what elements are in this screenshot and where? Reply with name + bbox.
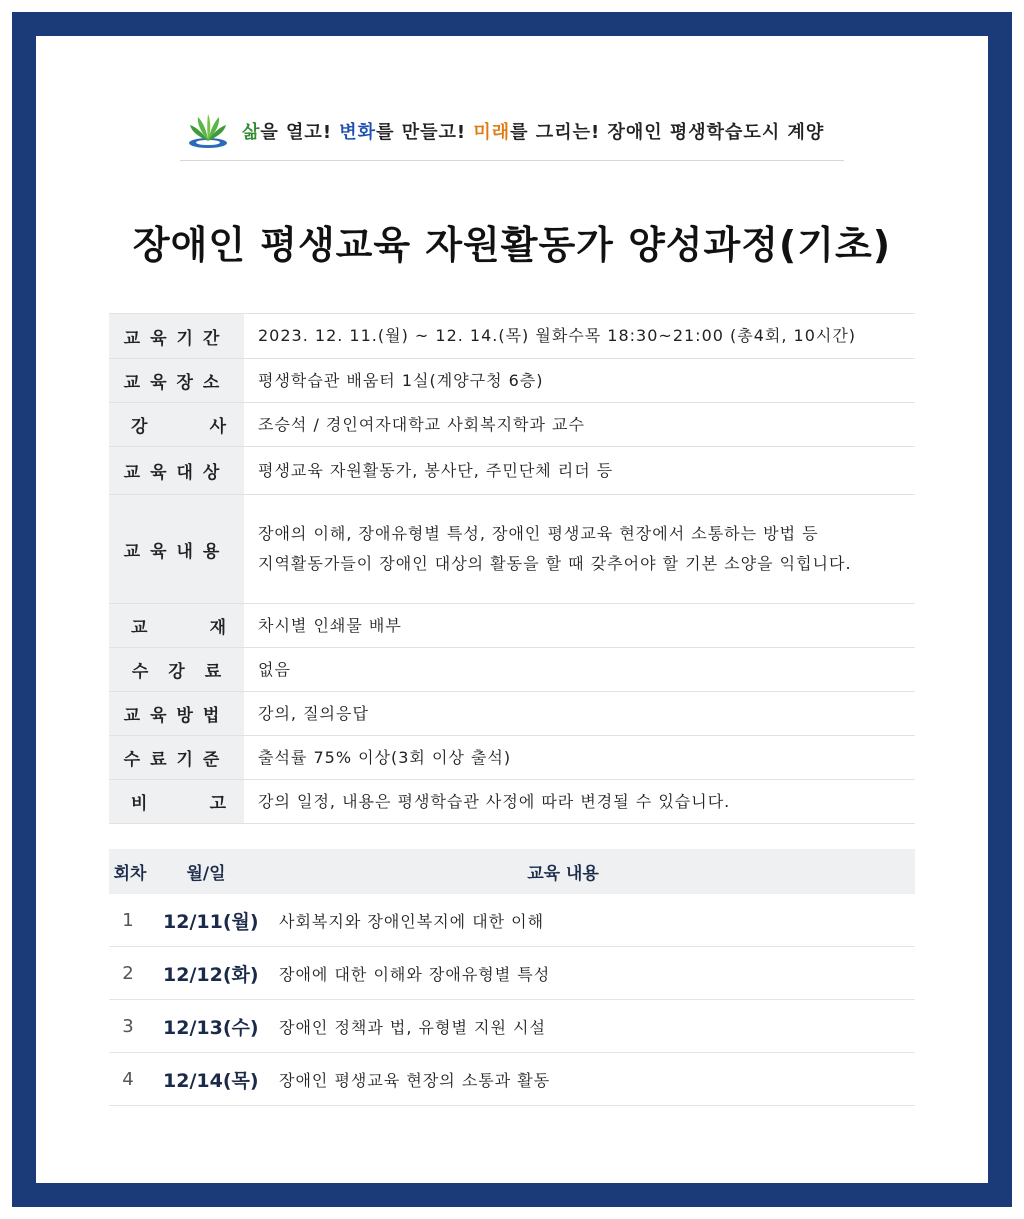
info-value: 2023. 12. 11.(월) ~ 12. 14.(목) 월화수목 18:30~21:00 (총4회, 10시간)	[258, 326, 857, 345]
info-value: 차시별 인쇄물 배부	[258, 615, 402, 635]
session-number: 4	[122, 1068, 134, 1090]
info-value: 장애의 이해, 장애유형별 특성, 장애인 평생교육 현장에서 소통하는 방법 등 지역활동가들이 장애인 대상의 활동을 할 때 갖추어야 할 기본 소양을 익힙니다.	[258, 524, 852, 573]
info-value: 평생교육 자원활동가, 봉사단, 주민단체 리더 등	[258, 460, 614, 480]
info-row-instructor	[109, 403, 915, 447]
info-label: 수료기준	[109, 736, 244, 779]
session-date: 12/12(화)	[163, 963, 259, 986]
info-row-fee	[109, 648, 915, 692]
info-value: 평생학습관 배움터 1실(계양구청 6층)	[258, 370, 544, 390]
session-content: 사회복지와 장애인복지에 대한 이해	[279, 911, 545, 931]
info-row-period	[109, 314, 915, 359]
schedule-header	[109, 849, 915, 894]
info-value: 조승석 / 경인여자대학교 사회복지학과 교수	[258, 414, 585, 434]
info-row-method	[109, 692, 915, 736]
info-label: 강 사	[109, 403, 244, 446]
session-number: 3	[122, 1015, 134, 1037]
schedule-table	[109, 849, 915, 1106]
session-number: 2	[122, 962, 134, 984]
header-content: 교육 내용	[527, 864, 599, 884]
info-row-place	[109, 359, 915, 403]
info-row-target	[109, 447, 915, 495]
header-session: 회차	[113, 864, 147, 884]
info-row-notes	[109, 780, 915, 824]
leaf-fan-logo-icon	[186, 113, 230, 149]
session-content: 장애에 대한 이해와 장애유형별 특성	[279, 964, 551, 984]
slogan-text: 삶을 열고! 변화를 만들고! 미래를 그리는! 장애인 평생학습도시 계양	[242, 122, 825, 143]
info-label: 교 재	[109, 604, 244, 647]
session-date: 12/14(목)	[163, 1069, 259, 1092]
info-value: 강의 일정, 내용은 평생학습관 사정에 따라 변경될 수 있습니다.	[258, 791, 731, 811]
table-row	[109, 1000, 915, 1053]
info-row-content	[109, 495, 915, 604]
info-label: 교육기간	[109, 314, 244, 358]
session-number: 1	[122, 909, 134, 931]
table-row	[109, 947, 915, 1000]
info-label: 교육장소	[109, 359, 244, 402]
info-row-materials	[109, 604, 915, 648]
table-row	[109, 1053, 915, 1106]
header-date: 월/일	[186, 864, 226, 884]
table-row	[109, 894, 915, 947]
info-label: 비 고	[109, 780, 244, 823]
info-table	[109, 313, 915, 824]
info-label: 교육방법	[109, 692, 244, 735]
session-date: 12/11(월)	[163, 910, 259, 933]
page-title: 장애인 평생교육 자원활동가 양성과정(기초)	[132, 223, 892, 267]
info-value: 없음	[258, 659, 291, 679]
info-row-completion	[109, 736, 915, 780]
session-content: 장애인 정책과 법, 유형별 지원 시설	[279, 1017, 546, 1037]
info-label: 교육내용	[109, 495, 244, 603]
info-label: 교육대상	[109, 447, 244, 494]
session-date: 12/13(수)	[163, 1016, 259, 1039]
info-value: 강의, 질의응답	[258, 703, 369, 723]
session-content: 장애인 평생교육 현장의 소통과 활동	[279, 1070, 551, 1090]
slogan-bar	[186, 113, 846, 149]
info-value: 출석률 75% 이상(3회 이상 출석)	[258, 747, 512, 767]
slogan-divider	[180, 160, 844, 161]
info-label: 수강료	[109, 648, 244, 691]
